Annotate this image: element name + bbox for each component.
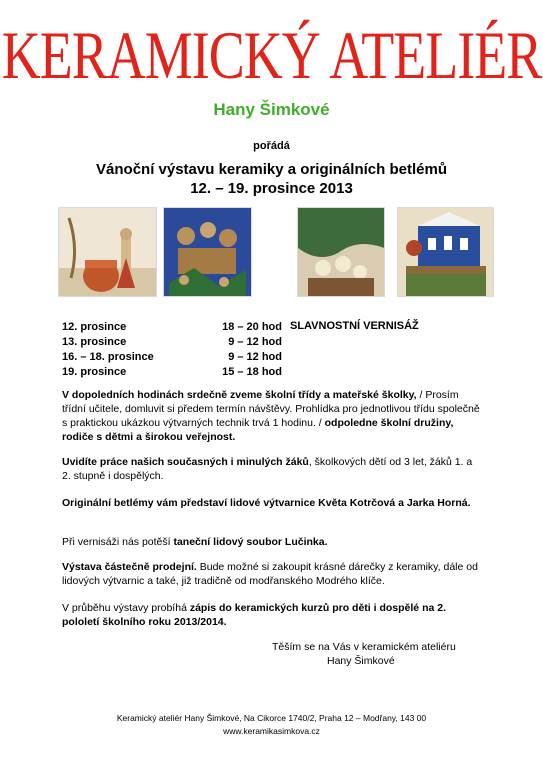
photo-nativity-scene <box>397 207 494 297</box>
schools-note: / Prosím třídní učitele, domluvit si předem termín návštěvy. Prohlídka pro jednotlivou třídu společně s praktickou ukázkou výtvarných technik trvá 1 hodinu. / <box>62 389 480 429</box>
schedule-time: 9 – 12 hod <box>228 351 282 363</box>
paragraph-dance <box>62 535 482 549</box>
schedule-row <box>62 350 282 365</box>
schedule-date: 12. prosince <box>62 321 127 333</box>
enrollment-detail: zápis do keramických kurzů pro děti i dospělé na 2. pololetí školního roku 2013/2014. <box>62 602 446 628</box>
schedule-date: 13. prosince <box>62 336 127 348</box>
photo-candles-decoration <box>297 207 385 297</box>
closing-greeting <box>272 640 512 668</box>
footer <box>0 712 543 738</box>
schedule-row <box>62 365 282 380</box>
photo-ceramic-figures <box>58 207 157 297</box>
schedule-time: 9 – 12 hod <box>228 336 282 348</box>
schedule-row <box>62 335 282 350</box>
footer-website: www.keramikasimkova.cz <box>223 726 320 736</box>
schedule-time: 15 – 18 hod <box>222 366 282 378</box>
organizes-label: pořádá <box>253 140 290 152</box>
paragraph-works <box>62 455 482 483</box>
paragraph-enrollment <box>62 601 482 629</box>
nativity-artists: Originální betlémy vám představí lidové výtvarnice Květa Kotrčová a Jarka Horná. <box>62 497 471 509</box>
paragraph-sale <box>62 560 482 588</box>
photo-nativity-figures <box>163 207 252 297</box>
event-heading <box>0 160 543 198</box>
paragraph-schools <box>62 388 482 444</box>
paragraph-nativity-artists <box>62 496 482 510</box>
schedule-time: 18 – 20 hod <box>222 321 282 333</box>
dance-intro: Při vernisáži nás potěší <box>62 536 174 548</box>
closing-signature: Hany Šimkové <box>327 655 395 667</box>
sale-detail: Bude možné si zakoupit krásné dárečky z keramiky, dále od lidových výtvarnic a také, již tradičně od modřanského Modrého klíče. <box>62 561 478 587</box>
works-detail: , školkových dětí od 3 let, žáků 1. a 2. stupně i dospělých. <box>62 456 473 482</box>
event-dates: 12. – 19. prosince 2013 <box>190 180 353 197</box>
dance-group: taneční lidový soubor Lučinka. <box>173 536 328 548</box>
event-name: Vánoční výstavu keramiky a originálních betlémů <box>96 161 447 178</box>
schools-invite: V dopoledních hodinách srdečně zveme školní třídy a mateřské školky, <box>62 389 417 401</box>
afternoon-invite: odpoledne školní družiny, rodiče s dětmi a širokou veřejnost. <box>62 417 454 443</box>
atelier-title: KERAMICKÝ ATELIÉR <box>1 18 542 93</box>
vernisage-label: SLAVNOSTNÍ VERNISÁŽ <box>290 320 419 332</box>
opening-hours-schedule <box>62 320 282 380</box>
works-highlight: Uvidíte práce našich současných i minulých žáků <box>62 456 309 468</box>
schedule-row <box>62 320 282 335</box>
schedule-date: 16. – 18. prosince <box>62 351 154 363</box>
enrollment-intro: V průběhu výstavy probíhá <box>62 602 190 614</box>
schedule-date: 19. prosince <box>62 366 127 378</box>
atelier-owner-subtitle: Hany Šimkové <box>213 100 330 119</box>
closing-line: Těším se na Vás v keramickém ateliéru <box>272 641 456 653</box>
footer-address: Keramický ateliér Hany Šimkové, Na Cikorce 1740/2, Praha 12 – Modřany, 143 00 <box>116 713 427 723</box>
sale-highlight: Výstava částečně prodejní. <box>62 561 197 573</box>
